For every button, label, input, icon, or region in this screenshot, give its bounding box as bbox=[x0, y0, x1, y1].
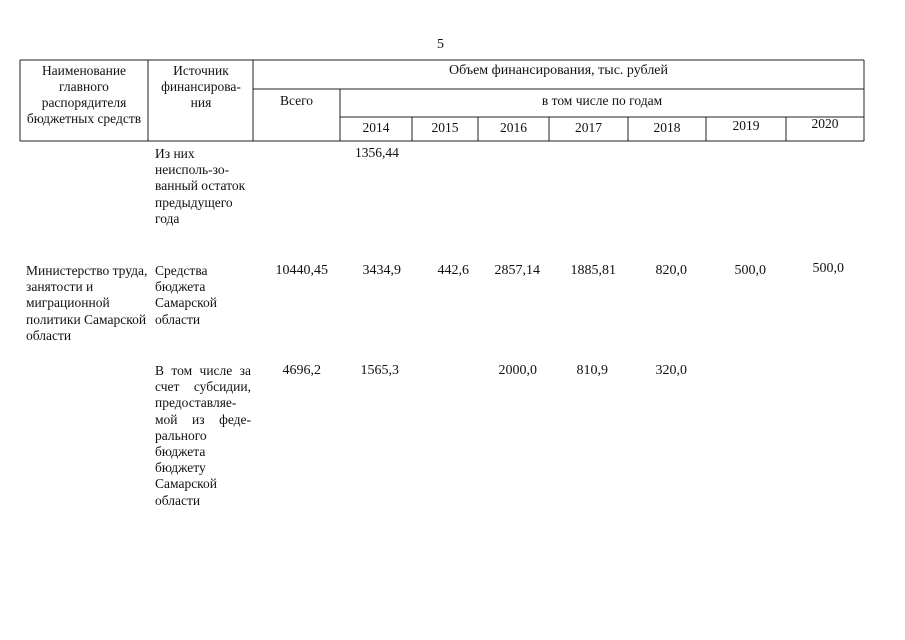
row-value: 1565,3 bbox=[360, 363, 399, 378]
row-value: 1356,44 bbox=[355, 145, 399, 160]
row-total: 4696,2 bbox=[282, 363, 321, 378]
row-value: 2000,0 bbox=[498, 363, 537, 378]
header-year: 2020 bbox=[811, 116, 839, 131]
header-total: Всего bbox=[279, 93, 314, 108]
row-value: 820,0 bbox=[655, 263, 687, 278]
row-source: В том числе за счет субсидии, предоставляе-мой из феде-рального бюджета бюджету Самарской области bbox=[155, 363, 251, 508]
header-volume: Объем финансирования, тыс. рублей bbox=[448, 63, 669, 78]
header-year: 2019 bbox=[732, 118, 760, 133]
header-source: Источник финансирова-ния bbox=[161, 63, 241, 110]
header-year: 2017 bbox=[575, 120, 602, 135]
row-source: Из них неисполь-зо-ванный остаток предыдущего года bbox=[155, 146, 246, 226]
header-year: 2014 bbox=[362, 120, 390, 135]
header-year: 2016 bbox=[500, 120, 527, 135]
row-value: 1885,81 bbox=[570, 263, 616, 278]
row-value: 442,6 bbox=[437, 263, 469, 278]
row-value: 3434,9 bbox=[362, 263, 401, 278]
row-value: 2857,14 bbox=[494, 263, 540, 278]
row-value: 810,9 bbox=[576, 363, 608, 378]
row-value: 500,0 bbox=[734, 263, 766, 278]
row-value: 500,0 bbox=[812, 261, 844, 276]
row-value: 320,0 bbox=[655, 363, 687, 378]
header-year: 2015 bbox=[431, 120, 459, 135]
header-year: 2018 bbox=[653, 120, 681, 135]
row-manager: Министерство труда, занятости и миграционной политики Самарской области bbox=[26, 263, 148, 343]
header-manager: Наименование главного распорядителя бюджетных средств bbox=[26, 63, 142, 126]
row-source: Средства бюджета Самарской области bbox=[155, 263, 218, 327]
header-by-years: в том числе по годам bbox=[541, 93, 663, 108]
row-total: 10440,45 bbox=[275, 263, 328, 278]
page-number: 5 bbox=[437, 37, 444, 52]
